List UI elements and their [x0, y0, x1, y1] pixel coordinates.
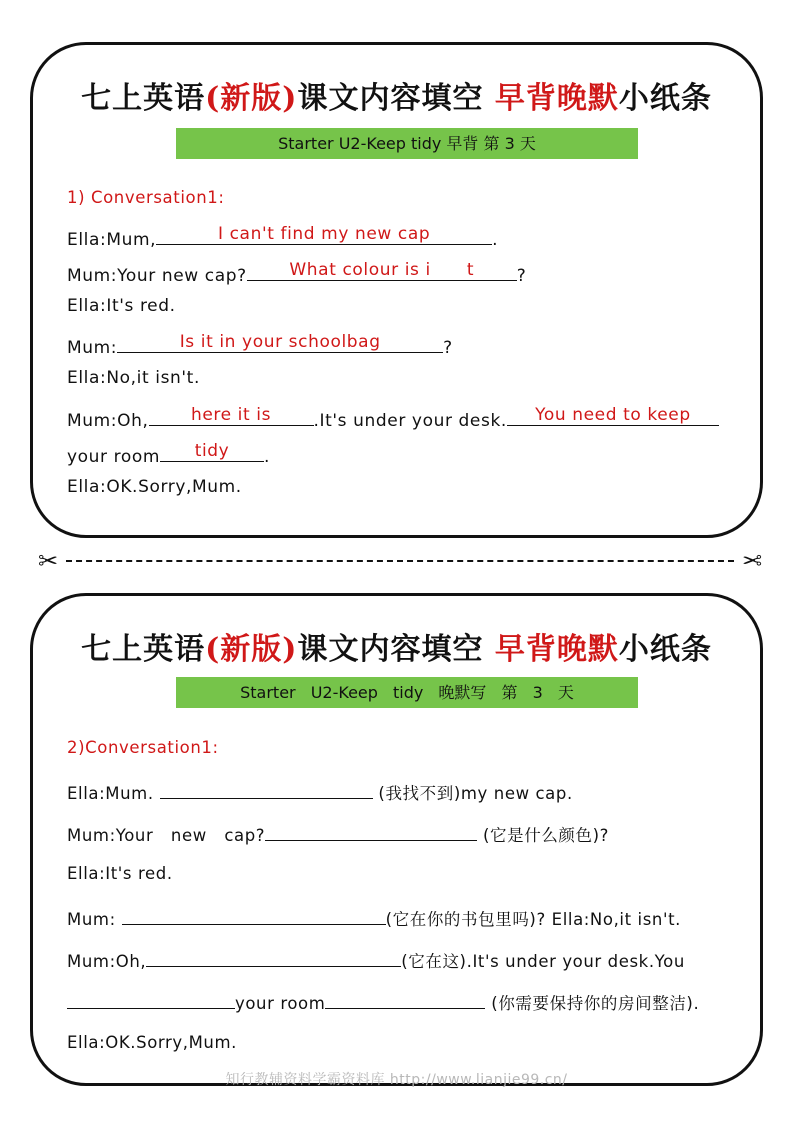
dictation-card — [30, 593, 763, 1086]
line-text: (你需要保持你的房间整洁). — [491, 994, 700, 1013]
line-text: your room — [235, 994, 326, 1013]
answer-blank: What colour is i t — [247, 260, 517, 281]
answer-blank: tidy — [160, 441, 264, 462]
title-text: 小纸条 — [618, 632, 712, 667]
title-highlight: 早背晚默 — [494, 81, 619, 116]
section-heading: 1) Conversation1: — [67, 188, 225, 207]
dialogue-line: Ella:It's red. — [67, 296, 176, 316]
line-text: Mum:Your new cap? — [67, 266, 247, 286]
dialogue-line — [67, 332, 453, 358]
line-text: Mum:Your new cap? — [67, 826, 266, 845]
title-highlight: 早背晚默 — [494, 632, 619, 667]
line-text: Mum: — [67, 910, 116, 929]
dialogue-line — [67, 990, 699, 1014]
answer-blank: here it is — [149, 405, 314, 426]
title-text: 小纸条 — [618, 81, 712, 116]
fill-blank[interactable] — [122, 906, 386, 925]
dialogue-line: Ella:It's red. — [67, 864, 173, 883]
line-text: Ella:Mum, — [67, 230, 157, 250]
dialogue-line — [67, 405, 719, 431]
dashed-divider — [66, 560, 734, 562]
line-text: (我找不到)my new cap. — [378, 784, 573, 803]
fill-blank[interactable] — [67, 990, 235, 1009]
dialogue-line — [67, 948, 685, 972]
dialogue-line: Ella:No,it isn't. — [67, 368, 200, 388]
line-text: ? — [443, 338, 453, 358]
memorize-card — [30, 42, 763, 538]
line-text: (它是什么颜色)? — [483, 826, 610, 845]
dialogue-line — [67, 906, 681, 930]
card-title — [33, 73, 760, 117]
title-text: 课文内容填空 — [297, 632, 495, 667]
watermark-footer: 知行教辅资料学霸资料库 http://www.lianjie99.cn/ — [225, 1072, 568, 1088]
line-text: your room — [67, 447, 161, 467]
fill-blank[interactable] — [146, 948, 401, 967]
cut-line — [38, 548, 762, 574]
answer-blank: Is it in your schoolbag — [117, 332, 443, 353]
line-text: . — [264, 447, 271, 467]
dialogue-line — [67, 780, 573, 804]
line-text: Mum: — [67, 338, 118, 358]
title-edition: (新版) — [205, 632, 298, 667]
dialogue-line: Ella:OK.Sorry,Mum. — [67, 477, 242, 497]
line-text: (它在你的书包里吗)? Ella:No,it isn't. — [385, 910, 682, 929]
answer-blank: I can't find my new cap — [156, 224, 492, 245]
dialogue-line — [67, 224, 498, 250]
title-text: 七上英语 — [81, 632, 206, 667]
day-banner: Starter U2-Keep tidy 早背 第 3 天 — [176, 128, 638, 159]
fill-blank[interactable] — [160, 780, 373, 799]
line-text: . — [492, 230, 499, 250]
title-text: 课文内容填空 — [297, 81, 495, 116]
line-text: ? — [516, 266, 527, 286]
section-heading: 2)Conversation1: — [67, 738, 219, 757]
fill-blank[interactable] — [265, 822, 477, 841]
scissors-icon: ✂ — [38, 547, 59, 575]
day-banner: Starter U2-Keep tidy 晚默写 第 3 天 — [176, 677, 638, 708]
line-text: .It's under your desk. — [313, 411, 507, 431]
fill-blank[interactable] — [325, 990, 485, 1009]
dialogue-line — [67, 260, 526, 286]
line-text: Mum:Oh, — [67, 411, 149, 431]
line-text: Mum:Oh, — [67, 952, 147, 971]
line-text: (它在这).It's under your desk.You — [401, 952, 685, 971]
dialogue-line: Ella:OK.Sorry,Mum. — [67, 1033, 237, 1052]
dialogue-line — [67, 822, 609, 846]
title-edition: (新版) — [205, 81, 298, 116]
card-title — [33, 624, 760, 668]
title-text: 七上英语 — [81, 81, 206, 116]
scissors-icon: ✂ — [741, 547, 762, 575]
answer-blank: You need to keep — [507, 405, 719, 426]
line-text: Ella:Mum. — [67, 784, 154, 803]
dialogue-line — [67, 441, 270, 467]
